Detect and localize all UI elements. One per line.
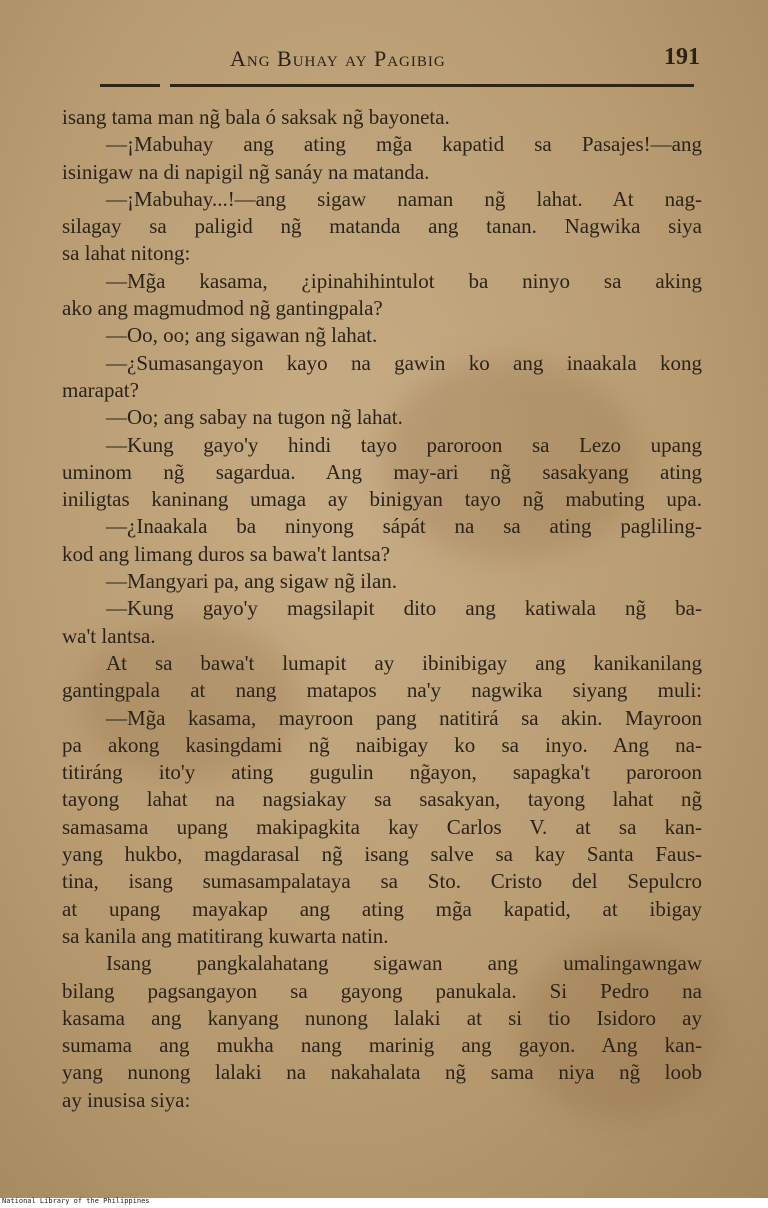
text-line: yang hukbo, magdarasal ng̃ isang salve sa kay Santa Faus- [62,842,702,867]
text-line: —Kung gayo'y magsilapit dito ang katiwala ng̃ ba- [106,596,702,621]
text-line: kasama ang kanyang nunong lalaki at si tio Isidoro ay [62,1005,702,1030]
text-line: uminom ng̃ sagardua. Ang may-ari ng̃ sasakyang ating [62,459,702,484]
text-line: —¿Inaakala ba ninyong sápát na sa ating pagliling- [106,514,702,539]
text-line: pa akong kasingdami ng̃ naibigay ko sa inyo. Ang na- [62,732,702,757]
text-line: tayong lahat na nagsiakay sa sasakyan, tayong lahat ng̃ [62,787,702,812]
text-line: ay inusisa siya: [62,1087,191,1112]
page-number: 191 [664,44,700,70]
text-line: yang nunong lalaki na nakahalata ng̃ sama niya ng̃ loob [62,1060,702,1085]
text-line: at upang mayakap ang ating mg̃a kapatid, at ibigay [62,896,702,921]
header-rule-long [170,84,694,87]
footer-strip [0,1198,768,1208]
text-line: —Mg̃a kasama, mayroon pang natitirá sa akin. Mayroon [106,705,702,730]
running-title: Ang Buhay ay Pagibig [230,46,446,71]
text-line: iniligtas kaninang umaga ay binigyan tayo ng̃ mabuting upa. [62,487,702,512]
page-header [100,42,708,82]
header-rule-short [100,84,160,87]
text-line: sumama ang mukha nang marinig ang gayon. Ang kan- [62,1033,702,1058]
text-line: bilang pagsangayon sa gayong panukala. Si Pedro na [62,978,702,1003]
text-line: tina, isang sumasampalataya sa Sto. Cristo del Sepulcro [62,869,702,894]
text-line: —Kung gayo'y hindi tayo paroroon sa Lezo upang [106,432,702,457]
text-line: —Oo, oo; ang sigawan ng̃ lahat. [106,323,378,348]
text-line: silagay sa paligid ng̃ matanda ang tanan. Nagwika siya [62,214,702,239]
text-line: —Oo; ang sabay na tugon ng̃ lahat. [106,405,403,430]
text-line: —¡Mabuhay...!—ang sigaw naman ng̃ lahat. At nag- [106,186,702,211]
text-line: isinigaw na di napigil ng̃ sanáy na matanda. [62,159,430,184]
body-text [62,104,702,1114]
text-line: —¡Mabuhay ang ating mg̃a kapatid sa Pasajes!—ang [106,132,702,157]
text-line: At sa bawa't lumapit ay ibinibigay ang kanikanilang [106,650,702,675]
text-line: —¿Sumasangayon kayo na gawin ko ang inaakala kong [106,350,702,375]
text-line: wa't lantsa. [62,623,156,648]
text-line: ako ang magmudmod ng̃ gantingpala? [62,296,383,321]
text-line: —Mg̃a kasama, ¿ipinahihintulot ba ninyo sa aking [106,268,702,293]
text-line: sa lahat nitong: [62,241,191,266]
text-line: gantingpala at nang matapos na'y nagwika siyang muli: [62,678,702,703]
text-line: sa kanila ang matitirang kuwarta natin. [62,923,389,948]
text-line: marapat? [62,377,139,402]
text-line: kod ang limang duros sa bawa't lantsa? [62,541,391,566]
text-line: —Mangyari pa, ang sigaw ng̃ ilan. [106,569,398,594]
text-line: samasama upang makipagkita kay Carlos V. at sa kan- [62,814,702,839]
text-line: Isang pangkalahatang sigawan ang umalingawngaw [106,951,702,976]
text-line: titiráng ito'y ating gugulin ng̃ayon, sapagka't paroroon [62,760,702,785]
library-credit: National Library of the Philippines [2,1197,150,1205]
text-line: isang tama man ng̃ bala ó saksak ng̃ bayoneta. [62,105,450,129]
